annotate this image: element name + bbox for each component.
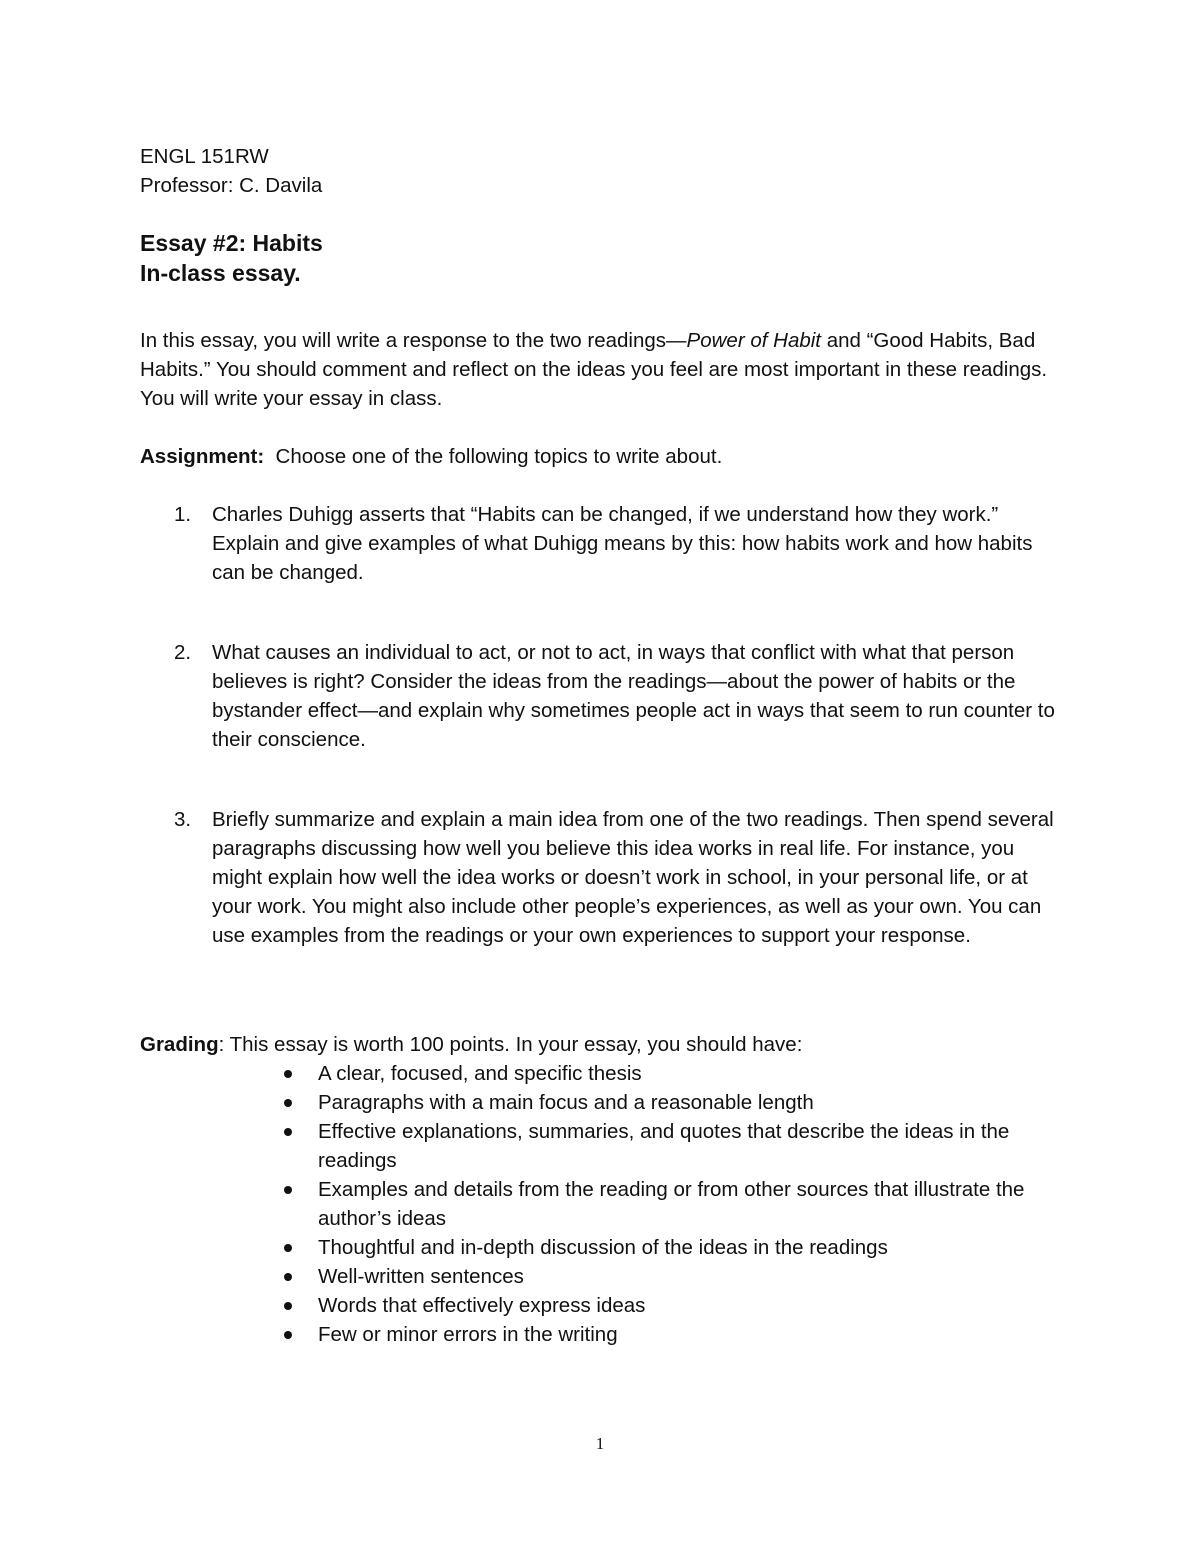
topic-text: Briefly summarize and explain a main idea from one of the two readings. Then spend several paragraphs discussing how well you believe this idea works in real life. For instance, you might explain how well the idea works or doesn’t work in school, in your personal life, or at your work. You might also include other people’s experiences, as well as your own. You can use examples from the readings or your own experiences to support your response. <box>212 808 1054 947</box>
criteria-item <box>250 1175 1060 1233</box>
topic-number: 3. <box>174 808 192 831</box>
topic-text: What causes an individual to act, or not to act, in ways that conflict with what that person believes is right? Consider the ideas from the readings—about the power of habits or the bystander effect—and explain why sometimes people act in ways that seem to run counter to their conscience. <box>212 641 1055 751</box>
criteria-text: Examples and details from the reading or from other sources that illustrate the author’s ideas <box>318 1178 1025 1230</box>
grading-label: Grading <box>140 1033 219 1056</box>
topic-number: 1. <box>174 503 192 526</box>
assignment-paragraph <box>140 442 1070 471</box>
intro-text-2: and “Good Habits, Bad Habits.” You should comment and reflect on the ideas you feel are most important in these readings. You will write your essay in class. <box>140 329 1048 410</box>
page-number: 1 <box>595 1434 605 1453</box>
criteria-text: Few or minor errors in the writing <box>318 1323 618 1346</box>
criteria-text: Thoughtful and in-depth discussion of the ideas in the readings <box>318 1236 888 1259</box>
essay-title-line-2: In-class essay. <box>140 260 301 286</box>
assignment-text: Choose one of the following topics to write about. <box>264 445 723 468</box>
criteria-text: Effective explanations, summaries, and quotes that describe the ideas in the readings <box>318 1120 1010 1172</box>
criteria-item <box>250 1291 1060 1320</box>
intro-text-1: In this essay, you will write a response to the two readings— <box>140 329 687 352</box>
grading-text: : This essay is worth 100 points. In your essay, you should have: <box>218 1033 803 1056</box>
grading-paragraph <box>140 1030 1070 1059</box>
assignment-label: Assignment: <box>140 445 265 468</box>
bullet-icon <box>284 1070 292 1078</box>
course-header <box>140 142 322 200</box>
bullet-icon <box>284 1186 292 1194</box>
professor-name: Professor: C. Davila <box>140 174 323 197</box>
essay-title <box>140 228 323 288</box>
criteria-item <box>250 1059 1060 1088</box>
criteria-item <box>250 1088 1060 1117</box>
intro-paragraph <box>140 326 1070 413</box>
topic-number: 2. <box>174 641 192 664</box>
bullet-icon <box>284 1302 292 1310</box>
criteria-item <box>250 1262 1060 1291</box>
criteria-item <box>250 1320 1060 1349</box>
intro-reading-title: Power of Habit <box>686 329 821 352</box>
criteria-text: Words that effectively express ideas <box>318 1294 646 1317</box>
bullet-icon <box>284 1331 292 1339</box>
criteria-item <box>250 1117 1060 1175</box>
topic-text: Charles Duhigg asserts that “Habits can be changed, if we understand how they work.” Explain and give examples of what Duhigg means by this: how habits work and how habits can be changed. <box>212 503 1033 584</box>
bullet-icon <box>284 1244 292 1252</box>
criteria-text: Well-written sentences <box>318 1265 524 1288</box>
bullet-icon <box>284 1273 292 1281</box>
course-code: ENGL 151RW <box>140 145 269 168</box>
criteria-item <box>250 1233 1060 1262</box>
criteria-text: A clear, focused, and specific thesis <box>318 1062 642 1085</box>
bullet-icon <box>284 1128 292 1136</box>
grading-criteria-list <box>250 1059 1060 1349</box>
bullet-icon <box>284 1099 292 1107</box>
essay-title-line-1: Essay #2: Habits <box>140 230 323 256</box>
criteria-text: Paragraphs with a main focus and a reasonable length <box>318 1091 814 1114</box>
